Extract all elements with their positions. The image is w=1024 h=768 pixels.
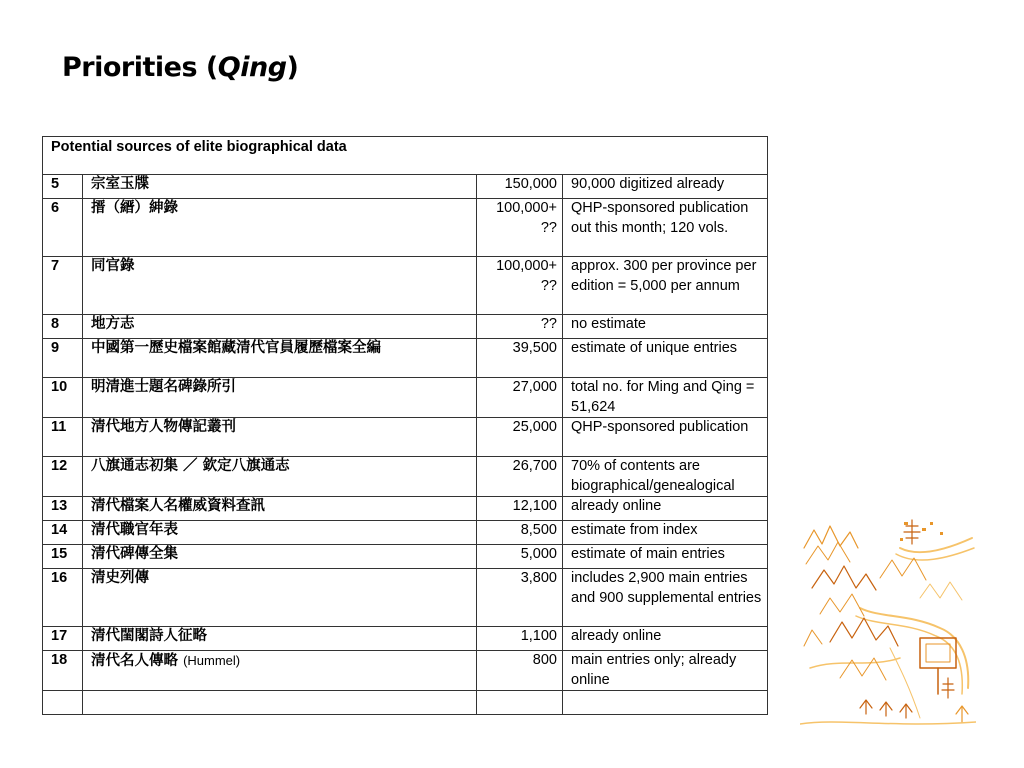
source-note-text: includes 2,900 main entries and 900 supplemental entries	[571, 570, 762, 606]
row-number-text: 8	[51, 316, 60, 332]
source-note	[563, 257, 768, 315]
entry-count	[477, 315, 563, 339]
entry-count-text: 1,100	[520, 628, 557, 644]
source-note	[563, 339, 768, 378]
source-note-text: 90,000 digitized already	[571, 176, 725, 192]
source-note-text: already online	[571, 498, 662, 514]
row-number	[43, 651, 83, 691]
source-note-text: 70% of contents are biographical/genealogical	[571, 458, 735, 494]
entry-count-text: 800	[532, 652, 557, 668]
row-number-text: 7	[51, 258, 60, 274]
table-row	[43, 627, 768, 651]
empty-table-row	[43, 691, 768, 715]
row-number-text: 13	[51, 498, 68, 514]
entry-count	[477, 175, 563, 199]
table-row	[43, 651, 768, 691]
slide-title	[62, 52, 298, 83]
title-italic: Qing	[217, 52, 287, 83]
source-note	[563, 457, 768, 497]
entry-count	[477, 497, 563, 521]
row-number	[43, 315, 83, 339]
source-title	[83, 315, 477, 339]
source-title	[83, 339, 477, 378]
entry-count-text: 25,000	[512, 419, 557, 435]
source-note	[563, 569, 768, 627]
row-number-text: 12	[51, 458, 68, 474]
source-title-text: 清史列傳	[91, 570, 149, 586]
row-number-text: 9	[51, 340, 60, 356]
entry-count-text: 12,100	[512, 498, 557, 514]
source-note-text: estimate from index	[571, 522, 698, 538]
source-title-text: 宗室玉牒	[91, 176, 149, 192]
entry-count	[477, 339, 563, 378]
row-number	[43, 627, 83, 651]
entry-count-text: 8,500	[520, 522, 557, 538]
source-note-text: approx. 300 per province per edition = 5,000 per annum	[571, 258, 757, 294]
source-note	[563, 418, 768, 457]
source-title	[83, 521, 477, 545]
row-number-text: 17	[51, 628, 68, 644]
entry-count	[477, 521, 563, 545]
row-number-text: 11	[51, 419, 67, 435]
row-number-text: 10	[51, 379, 68, 395]
row-number-text: 5	[51, 176, 60, 192]
entry-count	[477, 378, 563, 418]
table-row	[43, 569, 768, 627]
row-number	[43, 521, 83, 545]
table-row	[43, 521, 768, 545]
source-title	[83, 627, 477, 651]
source-title	[83, 175, 477, 199]
source-title-text: 清代地方人物傳記叢刊	[91, 419, 236, 435]
source-title	[83, 569, 477, 627]
source-note-text: estimate of unique entries	[571, 340, 738, 356]
table-row	[43, 315, 768, 339]
table-row	[43, 497, 768, 521]
entry-count	[477, 651, 563, 691]
source-title-text: 清代名人傳略	[91, 653, 178, 669]
entry-count-text: 100,000+ ??	[496, 258, 557, 294]
table-row	[43, 418, 768, 457]
empty-cell	[43, 691, 83, 715]
source-title	[83, 418, 477, 457]
source-title-text: 八旗通志初集 ／ 欽定八旗通志	[91, 458, 290, 474]
row-number-text: 14	[51, 522, 68, 538]
source-title	[83, 457, 477, 497]
source-note	[563, 378, 768, 418]
source-note	[563, 627, 768, 651]
source-title-text: 地方志	[91, 316, 135, 332]
source-title-text: 清代碑傳全集	[91, 546, 178, 562]
source-title-text: 同官錄	[91, 258, 135, 274]
row-number	[43, 545, 83, 569]
entry-count-text: 3,800	[520, 570, 557, 586]
table-header: Potential sources of elite biographical data	[43, 137, 768, 175]
row-number	[43, 418, 83, 457]
row-number	[43, 339, 83, 378]
source-title-text: 搢（縉）紳錄	[91, 200, 178, 216]
source-note-text: already online	[571, 628, 662, 644]
table-row	[43, 545, 768, 569]
row-number-text: 15	[51, 546, 68, 562]
source-note	[563, 175, 768, 199]
table-row	[43, 457, 768, 497]
row-number	[43, 497, 83, 521]
source-title-text: 清代閨閣詩人征略	[91, 628, 207, 644]
source-title	[83, 378, 477, 418]
entry-count	[477, 545, 563, 569]
entry-count-text: 27,000	[512, 379, 557, 395]
entry-count	[477, 257, 563, 315]
source-title	[83, 497, 477, 521]
table-row	[43, 378, 768, 418]
sources-table	[42, 136, 768, 715]
source-note	[563, 199, 768, 257]
table-row	[43, 257, 768, 315]
source-title	[83, 545, 477, 569]
source-note-text: estimate of main entries	[571, 546, 725, 562]
row-number	[43, 569, 83, 627]
entry-count-text: 5,000	[520, 546, 557, 562]
source-note	[563, 315, 768, 339]
row-number-text: 18	[51, 652, 68, 668]
empty-cell	[563, 691, 768, 715]
row-number-text: 16	[51, 570, 68, 586]
table-header-row	[43, 137, 768, 175]
empty-cell	[83, 691, 477, 715]
source-title	[83, 651, 477, 691]
source-note-text: QHP-sponsored publication out this month; 120 vols.	[571, 200, 749, 236]
source-title-text: 清代職官年表	[91, 522, 178, 538]
source-note-text: QHP-sponsored publication	[571, 419, 749, 435]
qing-landscape-map-illustration	[800, 518, 976, 734]
source-note-text: total no. for Ming and Qing = 51,624	[571, 379, 755, 415]
title-prefix: Priorities (	[62, 52, 218, 83]
entry-count-text: 26,700	[512, 458, 557, 474]
table-row	[43, 175, 768, 199]
source-title-text: 明清進士題名碑錄所引	[91, 379, 236, 395]
entry-count-text: 100,000+ ??	[496, 200, 557, 236]
row-number	[43, 199, 83, 257]
source-note-text: main entries only; already online	[571, 652, 737, 688]
source-note	[563, 651, 768, 691]
entry-count-text: 39,500	[512, 340, 557, 356]
row-number-text: 6	[51, 200, 60, 216]
empty-cell	[477, 691, 563, 715]
row-number	[43, 378, 83, 418]
source-title-text: 中國第一歷史檔案館藏清代官員履歷檔案全編	[91, 340, 381, 356]
entry-count	[477, 627, 563, 651]
entry-count	[477, 569, 563, 627]
source-title	[83, 257, 477, 315]
source-title-extra: (Hummel)	[183, 653, 241, 668]
row-number	[43, 175, 83, 199]
entry-count-text: 150,000	[504, 176, 557, 192]
table-row	[43, 199, 768, 257]
source-title-text: 清代檔案人名權威資料查訊	[91, 498, 265, 514]
entry-count	[477, 457, 563, 497]
entry-count	[477, 418, 563, 457]
source-note	[563, 545, 768, 569]
source-title	[83, 199, 477, 257]
table-row	[43, 339, 768, 378]
title-suffix: )	[286, 52, 299, 83]
row-number	[43, 257, 83, 315]
entry-count	[477, 199, 563, 257]
source-note	[563, 521, 768, 545]
source-note-text: no estimate	[571, 316, 646, 332]
entry-count-text: ??	[540, 316, 557, 332]
source-note	[563, 497, 768, 521]
row-number	[43, 457, 83, 497]
